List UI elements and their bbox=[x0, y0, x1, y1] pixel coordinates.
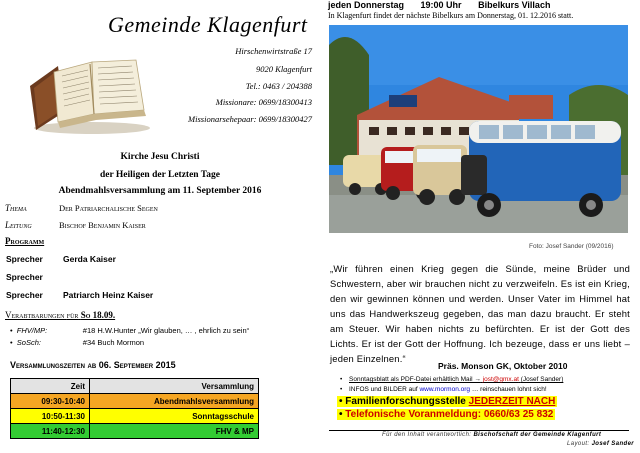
bible-class-time: 19:00 Uhr bbox=[420, 0, 462, 10]
vintage-buses-photo bbox=[329, 25, 628, 233]
bible-class-header bbox=[328, 0, 564, 10]
open-bible-image bbox=[24, 52, 154, 136]
speaker-name: Patriarch Heinz Kaiser bbox=[63, 290, 154, 300]
church-name-line2: der Heiligen der Letzten Tage bbox=[100, 170, 220, 180]
missionary-couple-phone: Missionarsehepaar: 0699/18300427 bbox=[188, 114, 312, 124]
agreement-item bbox=[10, 338, 144, 347]
info-web-suffix: … reinschauen lohnt sich! bbox=[471, 386, 547, 393]
schedule-heading bbox=[10, 360, 176, 370]
program-heading: Programm bbox=[5, 236, 45, 246]
phone-registration-text: Telefonische Voranmeldung: 0660/63 25 832 bbox=[345, 409, 554, 420]
agreement-item bbox=[10, 326, 249, 335]
agreements-heading-for: für bbox=[66, 310, 79, 320]
website-link[interactable]: www.mormon.org bbox=[419, 386, 471, 393]
schedule-meeting: Abendmahlsversammlung bbox=[90, 394, 259, 409]
footer-layout bbox=[567, 441, 634, 447]
family-history-label: Familienforschungsstelle bbox=[345, 396, 466, 407]
theme-label: Thema bbox=[5, 203, 27, 213]
leader-label: Leitung bbox=[5, 220, 32, 230]
theme-value: Der Patriarchalische Segen bbox=[59, 203, 158, 213]
bible-class-note: In Klagenfurt findet der nächste Bibelkurs am Donnerstag, 01. 12.2016 statt. bbox=[328, 11, 574, 20]
family-history-line bbox=[337, 396, 557, 407]
schedule-time: 10:50-11:30 bbox=[11, 409, 90, 424]
agreements-heading-date: So 18.09. bbox=[80, 310, 116, 320]
bullet-icon: • bbox=[10, 338, 17, 347]
footer-divider bbox=[329, 430, 629, 431]
address-city: 9020 Klagenfurt bbox=[256, 64, 312, 74]
info-web-text: INFOS und BILDER auf bbox=[349, 386, 418, 393]
speaker-label: Sprecher bbox=[6, 254, 43, 264]
family-history-value: JEDERZEIT NACH bbox=[468, 396, 556, 407]
agreement-value: #18 H.W.Hunter „Wir glauben, … , ehrlich zu sein“ bbox=[82, 326, 250, 335]
photo-credit: Foto: Josef Sander (09/2016) bbox=[529, 243, 614, 250]
schedule-time: 09:30-10:40 bbox=[11, 394, 90, 409]
table-row bbox=[11, 394, 259, 409]
info-pdf-line bbox=[340, 376, 563, 383]
meeting-title: Abendmahlsversammlung am 11. September 2016 bbox=[58, 186, 262, 196]
telephone: Tel.: 0463 / 204388 bbox=[245, 81, 312, 91]
schedule-meeting: FHV & MP bbox=[90, 424, 259, 439]
table-header-row bbox=[11, 379, 259, 394]
schedule-heading-date: 06. September 2015 bbox=[98, 360, 176, 370]
agreement-key: FHV/MP: bbox=[16, 326, 48, 335]
schedule-heading-from: ab bbox=[87, 360, 97, 370]
phone-registration-line bbox=[337, 409, 555, 420]
agreements-heading bbox=[5, 310, 115, 320]
quote-text: „Wir führen einen Krieg gegen die Sünde, meine Brüder und Schwestern, aber wir brauchen nicht zu verzweifeln. Es ist ein Krieg, den wir gewinnen können und werden. Unser Vater im Himmel hat uns das Handwerkszeug gegeben, das man dazu braucht. Er steht am Steuer. Wir haben nichts zu befürchten. Er ist der Gott des Lichts. Er ist der Gott der Hoffnung. Ich bezeuge, dass er uns liebt – jeden Einzelnen.“ bbox=[330, 263, 630, 364]
missionaries-phone: Missionare: 0699/18300413 bbox=[215, 97, 312, 107]
footer-responsible-label: Für den Inhalt verantwortlich: bbox=[382, 432, 472, 438]
footer-responsible-value: Bischofschaft der Gemeinde Klagenfurt bbox=[473, 432, 602, 438]
column-header-time: Zeit bbox=[11, 379, 90, 394]
bullet-icon: • bbox=[340, 386, 343, 393]
footer-layout-value: Josef Sander bbox=[591, 441, 635, 447]
speaker-label: Sprecher bbox=[6, 272, 43, 282]
table-row bbox=[11, 409, 259, 424]
leader-value: Bischof Benjamin Kaiser bbox=[59, 220, 146, 230]
agreements-heading-prefix: Verabtbarungen bbox=[5, 310, 65, 320]
table-row bbox=[11, 424, 259, 439]
schedule-heading-prefix: Versammlungszeiten bbox=[10, 360, 86, 370]
info-pdf-text: Sonntagsblatt als PDF-Datei erhältlich Mail → bbox=[349, 376, 481, 383]
quote-source: Präs. Monson GK, Oktober 2010 bbox=[438, 361, 568, 371]
info-web-line bbox=[340, 386, 547, 393]
bullet-icon: • bbox=[339, 409, 346, 420]
bullet-icon: • bbox=[339, 396, 346, 407]
speaker-label: Sprecher bbox=[6, 290, 43, 300]
church-name-line1: Kirche Jesu Christi bbox=[120, 152, 200, 162]
agreement-value: #34 Buch Mormon bbox=[82, 338, 145, 347]
schedule-table bbox=[10, 378, 259, 439]
agreement-key: SoSch: bbox=[16, 338, 41, 347]
bullet-icon: • bbox=[10, 326, 17, 335]
bullet-icon: • bbox=[340, 376, 343, 383]
schedule-meeting: Sonntagsschule bbox=[90, 409, 259, 424]
info-pdf-suffix: (Josef Sander) bbox=[520, 376, 564, 383]
email-link[interactable]: jost@gmx.at bbox=[482, 376, 519, 383]
footer-responsible bbox=[382, 432, 601, 438]
bible-class-name: Bibelkurs Villach bbox=[478, 0, 551, 10]
page-title: Gemeinde Klagenfurt bbox=[108, 12, 308, 37]
address-street: Hirschenwirtstraße 17 bbox=[235, 46, 312, 56]
schedule-time: 11:40-12:30 bbox=[11, 424, 90, 439]
footer-layout-label: Layout: bbox=[567, 441, 590, 447]
speaker-name: Gerda Kaiser bbox=[63, 254, 116, 264]
bible-class-day: jeden Donnerstag bbox=[328, 0, 405, 10]
column-header-meeting: Versammlung bbox=[90, 379, 259, 394]
